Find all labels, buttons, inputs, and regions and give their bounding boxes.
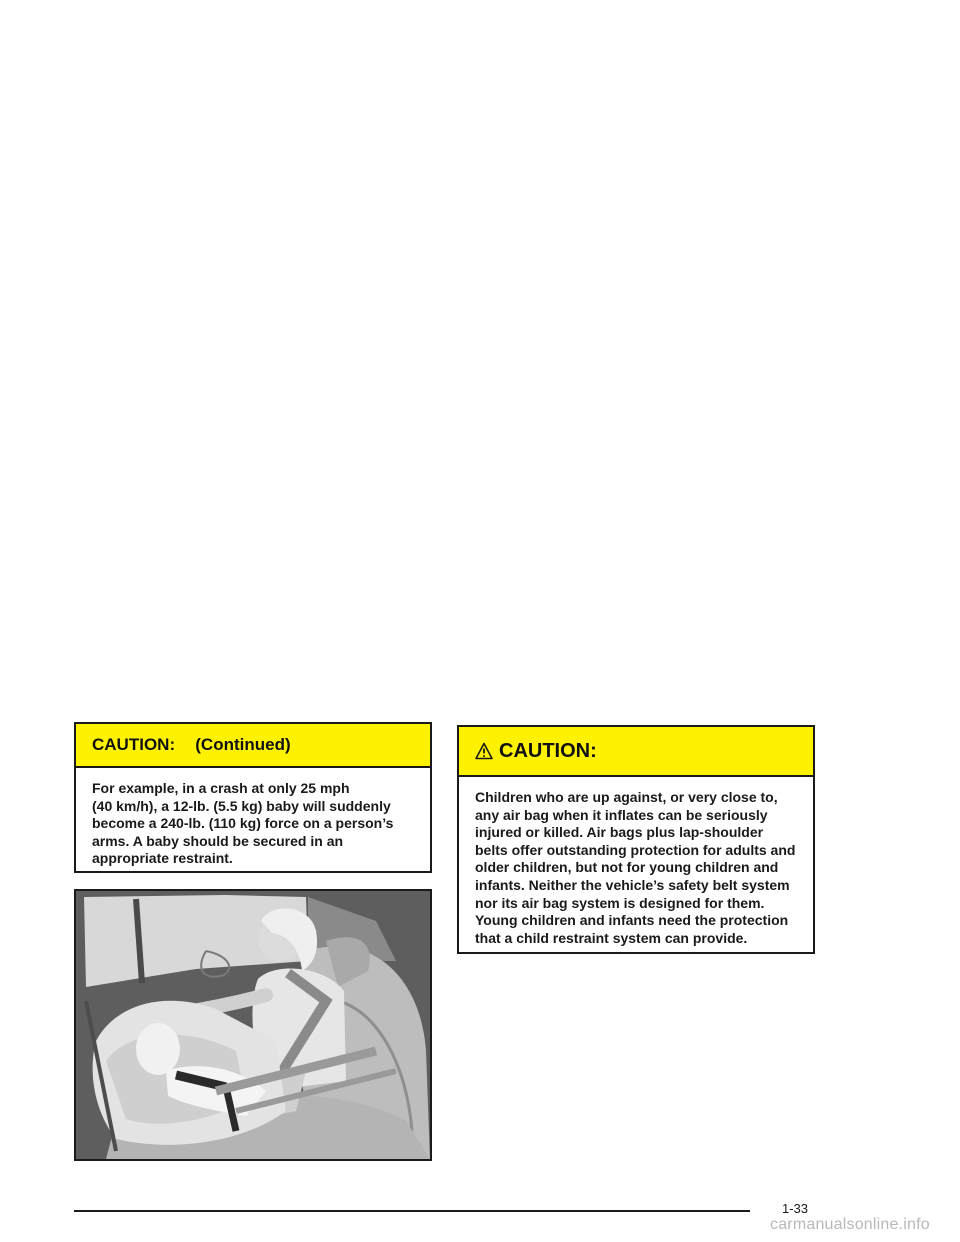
- caution-line: infants. Neither the vehicle’s safety belt system: [475, 876, 790, 893]
- caution-title: CAUTION:: [499, 739, 597, 762]
- warning-triangle-icon: [475, 742, 493, 760]
- child-seat-illustration-drawing: [76, 891, 430, 1159]
- page-number: 1-33: [782, 1201, 809, 1216]
- watermark: carmanualsonline.info: [770, 1216, 930, 1233]
- caution-line: For example, in a crash at only 25 mph: [92, 780, 350, 796]
- caution-line: Children who are up against, or very close to,: [475, 789, 778, 805]
- caution-header: [459, 727, 813, 777]
- caution-line: (40 km/h), a 12-lb. (5.5 kg) baby will suddenly: [92, 797, 391, 814]
- caution-line: belts offer outstanding protection for adults and: [475, 841, 796, 858]
- caution-title: CAUTION: (Continued): [92, 735, 291, 754]
- caution-text: [459, 777, 813, 947]
- caution-header: [76, 724, 430, 768]
- caution-box-continued: [74, 722, 432, 873]
- caution-line: any air bag when it inflates can be seriously: [475, 806, 768, 823]
- caution-text: [76, 768, 430, 868]
- caution-line: that a child restraint system can provide.: [475, 929, 748, 946]
- caution-box-air-bag: [457, 725, 815, 954]
- caution-line: become a 240-lb. (110 kg) force on a person’s: [92, 815, 394, 832]
- caution-line: injured or killed. Air bags plus lap-shoulder: [475, 824, 764, 841]
- caution-line: arms. A baby should be secured in an: [92, 832, 344, 849]
- caution-line: older children, but not for young children and: [475, 859, 779, 876]
- caution-line: nor its air bag system is designed for them.: [475, 894, 765, 911]
- footer-rule: [74, 1210, 750, 1212]
- caution-line: appropriate restraint.: [92, 850, 233, 867]
- child-seat-illustration: [74, 889, 432, 1161]
- caution-line: Young children and infants need the protection: [475, 912, 789, 929]
